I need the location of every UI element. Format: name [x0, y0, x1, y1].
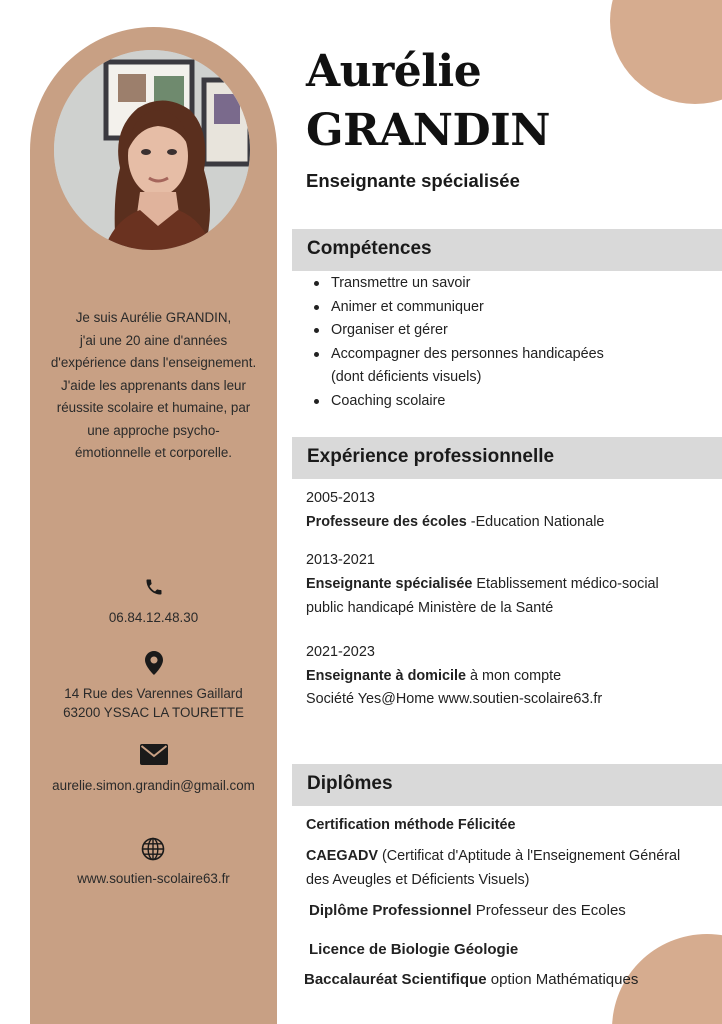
diploma-item: [304, 968, 638, 992]
skill-text: Coaching scolaire: [331, 392, 446, 409]
experience-detail: -Education Nationale: [466, 514, 605, 530]
map-pin-icon: [145, 651, 163, 675]
diploma-detail-line: des Aveugles et Déficients Visuels): [306, 872, 530, 888]
diploma-detail: option Mathématiques: [486, 971, 639, 988]
experience-role: Professeure des écoles: [306, 514, 467, 530]
diploma-detail: Professeur des Ecoles: [471, 902, 626, 919]
diploma-name: Baccalauréat Scientifique: [304, 971, 487, 988]
experience-dates: 2021-2023: [306, 644, 375, 660]
intro-line: J'aide les apprenants dans leur: [61, 377, 246, 393]
diploma-detail: (Certificat d'Aptitude à l'Enseignement Général: [377, 848, 681, 864]
experience-detail: Etablissement médico-social: [472, 576, 659, 592]
experience-role: Enseignante à domicile: [306, 668, 466, 684]
experience-dates: 2013-2021: [306, 552, 375, 568]
job-title: Enseignante spécialisée: [306, 170, 520, 191]
diploma-item: Certification méthode Félicitée: [306, 817, 516, 833]
globe-icon: [141, 837, 165, 861]
competences-list: [314, 272, 714, 414]
decorative-circle-top-right: [610, 0, 722, 104]
section-title: Expérience professionnelle: [307, 446, 555, 467]
diploma-item: Licence de Biologie Géologie: [309, 941, 519, 958]
intro-line: Je suis Aurélie GRANDIN,: [75, 310, 232, 325]
intro-line: j'ai une 20 aine d'années: [79, 332, 228, 348]
diploma-item: [309, 899, 626, 923]
diploma-name: CAEGADV: [306, 848, 378, 864]
address-line-1: 14 Rue des Varennes Gaillard: [64, 686, 243, 701]
skill-text: Animer et communiquer: [331, 298, 484, 315]
experience-role: Enseignante spécialisée: [306, 576, 473, 592]
experience-detail-line: public handicapé Ministère de la Santé: [306, 600, 554, 616]
experience-dates: 2005-2013: [306, 490, 375, 506]
skill-text: Accompagner des personnes handicapées: [331, 345, 604, 362]
website-link[interactable]: www.soutien-scolaire63.fr: [77, 871, 230, 886]
section-title: Compétences: [307, 238, 432, 259]
envelope-icon: [140, 744, 168, 765]
skill-text: Organiser et gérer: [331, 322, 448, 339]
list-item: [314, 272, 714, 296]
skill-text-continued: (dont déficients visuels): [331, 369, 482, 386]
phone-number[interactable]: 06.84.12.48.30: [108, 610, 199, 625]
skill-text: Transmettre un savoir: [331, 275, 471, 291]
experience-role-line: [306, 665, 561, 689]
list-item: [314, 390, 714, 414]
experience-role-line: [306, 511, 604, 535]
address-line-2: 63200 YSSAC LA TOURETTE: [63, 705, 244, 720]
last-name: GRANDIN: [306, 105, 550, 156]
phone-icon: [144, 577, 164, 597]
intro-line: réussite scolaire et humaine, par: [56, 400, 251, 415]
section-title: Diplômes: [307, 773, 393, 794]
list-item: [314, 343, 714, 390]
intro-line: une approche psycho-: [87, 422, 220, 438]
intro-text: [30, 307, 277, 465]
person-name: [306, 42, 550, 160]
experience-detail: à mon compte: [465, 668, 562, 684]
experience-role-line: [306, 573, 659, 597]
diploma-name: Diplôme Professionnel: [309, 902, 472, 919]
list-item: [314, 296, 714, 320]
experience-header: [292, 437, 722, 479]
profile-photo: [54, 50, 250, 250]
email-link[interactable]: aurelie.simon.grandin@gmail.com: [52, 778, 255, 793]
experience-detail-line: Société Yes@Home www.soutien-scolaire63.fr: [306, 691, 603, 707]
intro-line: émotionnelle et corporelle.: [74, 445, 233, 460]
diplomes-header: [292, 764, 722, 806]
diploma-item: [306, 845, 680, 869]
list-item: [314, 319, 714, 343]
intro-line: d'expérience dans l'enseignement.: [50, 355, 257, 370]
competences-header: [292, 229, 722, 271]
first-name: Aurélie: [306, 46, 482, 97]
